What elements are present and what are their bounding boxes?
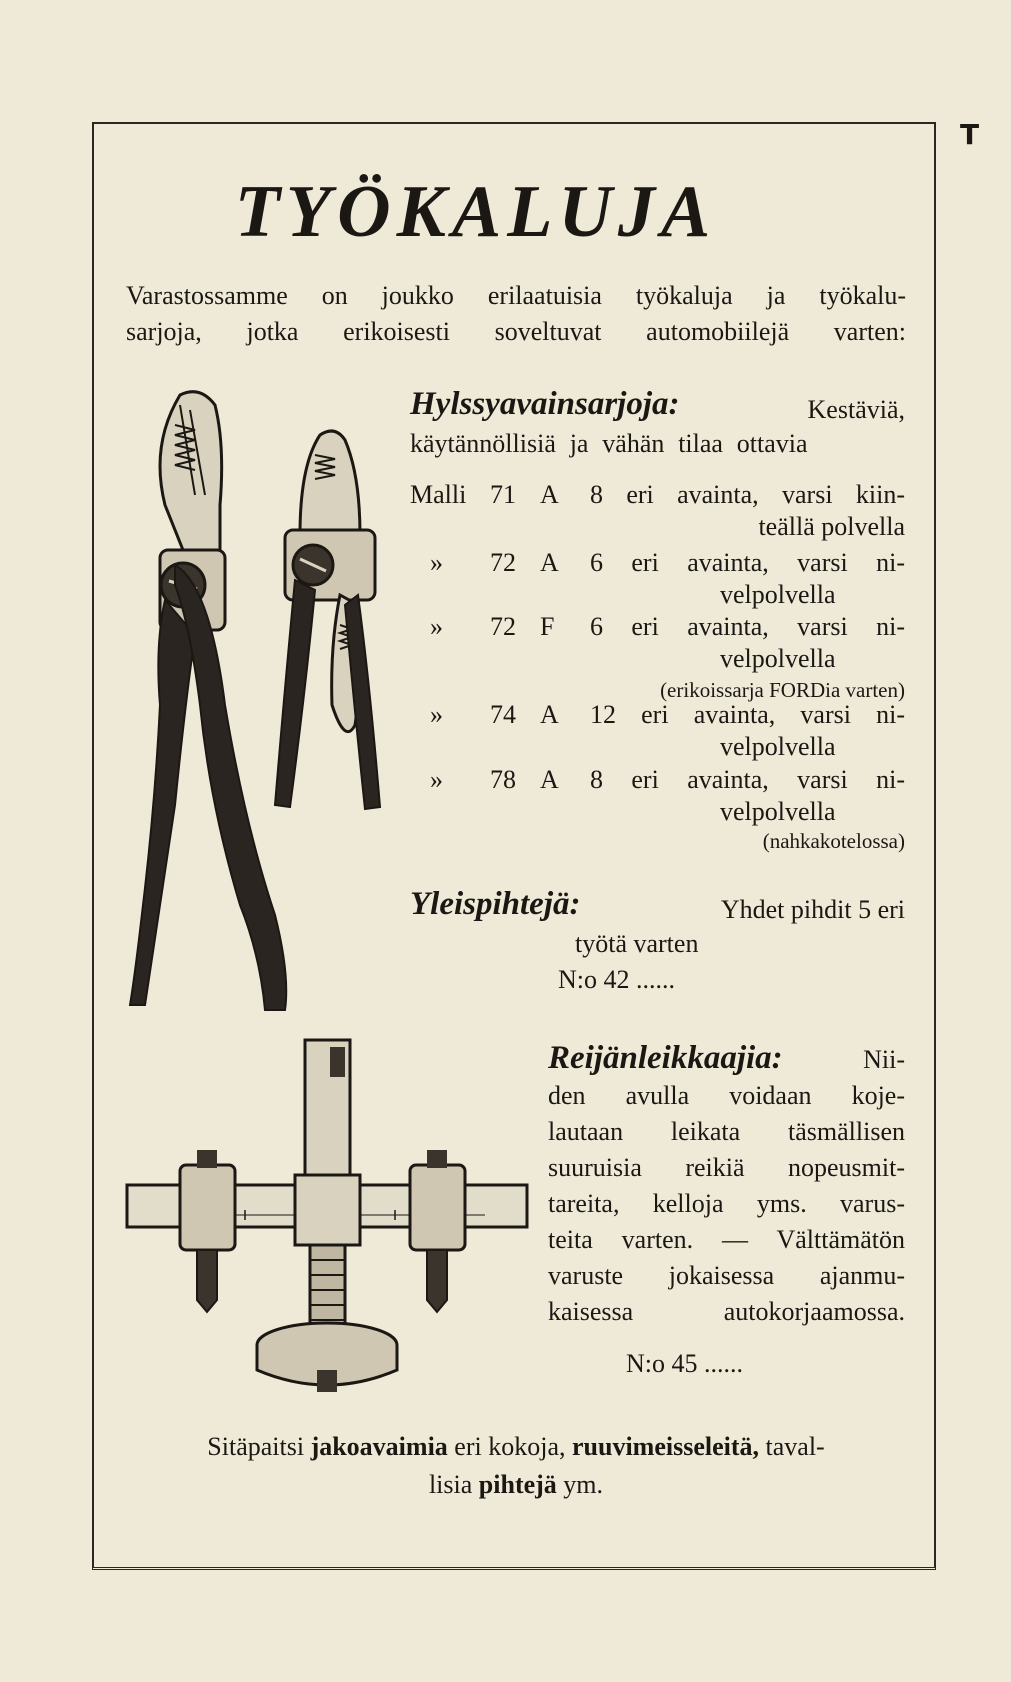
hole-cutter-first-line <box>548 1040 905 1078</box>
model-number: 78 <box>490 765 516 794</box>
pliers-heading: Yleispihtejä: <box>410 886 581 922</box>
hole-cutter-line: kaisessa autokorjaamossa. <box>548 1297 905 1326</box>
socket-sets-text-1: Kestäviä, <box>807 395 905 424</box>
hole-cutter-line: Nii- <box>863 1045 905 1074</box>
model-prefix: » <box>430 700 443 729</box>
model-desc-1: 6 eri avainta, varsi ni- <box>590 548 905 577</box>
model-suffix: A <box>540 548 559 577</box>
model-suffix: F <box>540 612 555 641</box>
model-prefix: Malli <box>410 480 467 509</box>
model-suffix: A <box>540 700 559 729</box>
model-note: (erikoissarja FORDia varten) <box>660 678 905 702</box>
model-desc-1: 6 eri avainta, varsi ni- <box>590 612 905 641</box>
model-number: 72 <box>490 612 516 641</box>
hole-cutter-line: tareita, kelloja yms. varus- <box>548 1189 905 1218</box>
model-desc-1: 12 eri avainta, varsi ni- <box>590 700 905 729</box>
pliers-text-2: työtä varten <box>575 929 699 958</box>
footer-paragraph <box>126 1428 906 1504</box>
page-letter: T <box>960 118 980 151</box>
hole-cutter-heading: Reijänleikkaajia: <box>548 1040 783 1076</box>
footer-line-1 <box>126 1428 906 1466</box>
model-row <box>0 480 1011 550</box>
model-desc-1: 8 eri avainta, varsi kiin- <box>590 480 905 509</box>
hole-cutter-illustration <box>125 1035 530 1405</box>
hole-cutter-number: N:o 45 ...... <box>626 1349 743 1378</box>
model-row <box>0 765 1011 860</box>
model-row <box>0 548 1011 618</box>
socket-sets-heading: Hylssyavainsarjoja: <box>410 386 680 422</box>
footer-bold: ruuvimeisseleitä, <box>571 1432 760 1461</box>
hole-cutter-line: den avulla voidaan koje- <box>548 1081 905 1110</box>
model-note: (nahkakotelossa) <box>762 829 905 853</box>
model-number: 74 <box>490 700 516 729</box>
intro-paragraph <box>126 278 906 350</box>
footer-text: lisia <box>428 1470 473 1499</box>
footer-text: Sitäpaitsi <box>207 1432 305 1461</box>
model-prefix: » <box>430 612 443 641</box>
pliers-section <box>410 885 905 999</box>
hole-cutter-line: lautaan leikata täsmällisen <box>548 1117 905 1146</box>
footer-bold: pihtejä <box>478 1470 557 1499</box>
intro-line-1: Varastossamme on joukko erilaatuisia työkaluja ja työkalu- <box>126 281 906 310</box>
hole-cutter-section <box>548 1040 905 1382</box>
footer-text: ym. <box>563 1470 604 1499</box>
pliers-text-1: Yhdet pihdit 5 eri <box>720 895 905 924</box>
page-title: TYÖKALUJA <box>234 171 717 253</box>
socket-sets-text-2: käytännöllisiä ja vähän tilaa ottavia <box>410 429 808 458</box>
footer-line-2 <box>126 1466 906 1504</box>
model-suffix: A <box>540 480 559 509</box>
intro-line-2: sarjoja, jotka erikoisesti soveltuvat automobiilejä varten: <box>126 317 906 346</box>
model-suffix: A <box>540 765 559 794</box>
model-number: 72 <box>490 548 516 577</box>
model-row <box>0 612 1011 707</box>
model-desc-2: teällä polvella <box>758 512 905 541</box>
pliers-number: N:o 42 ...... <box>558 965 675 994</box>
model-desc-2: velpolvella <box>720 797 836 826</box>
footer-bold: jakoavaimia <box>310 1432 448 1461</box>
model-desc-2: velpolvella <box>720 732 836 761</box>
model-prefix: » <box>430 548 443 577</box>
model-prefix: » <box>430 765 443 794</box>
hole-cutter-line: teita varten. — Välttämätön <box>548 1225 905 1254</box>
model-desc-2: velpolvella <box>720 580 836 609</box>
footer-text: taval- <box>765 1432 825 1461</box>
model-desc-1: 8 eri avainta, varsi ni- <box>590 765 905 794</box>
model-row <box>0 700 1011 770</box>
socket-sets-intro <box>410 385 905 463</box>
footer-text: eri kokoja, <box>454 1432 566 1461</box>
hole-cutter-line: varuste jokaisessa ajanmu- <box>548 1261 905 1290</box>
model-desc-2: velpolvella <box>720 644 836 673</box>
model-number: 71 <box>490 480 516 509</box>
hole-cutter-line: suuruisia reikiä nopeusmit- <box>548 1153 905 1182</box>
